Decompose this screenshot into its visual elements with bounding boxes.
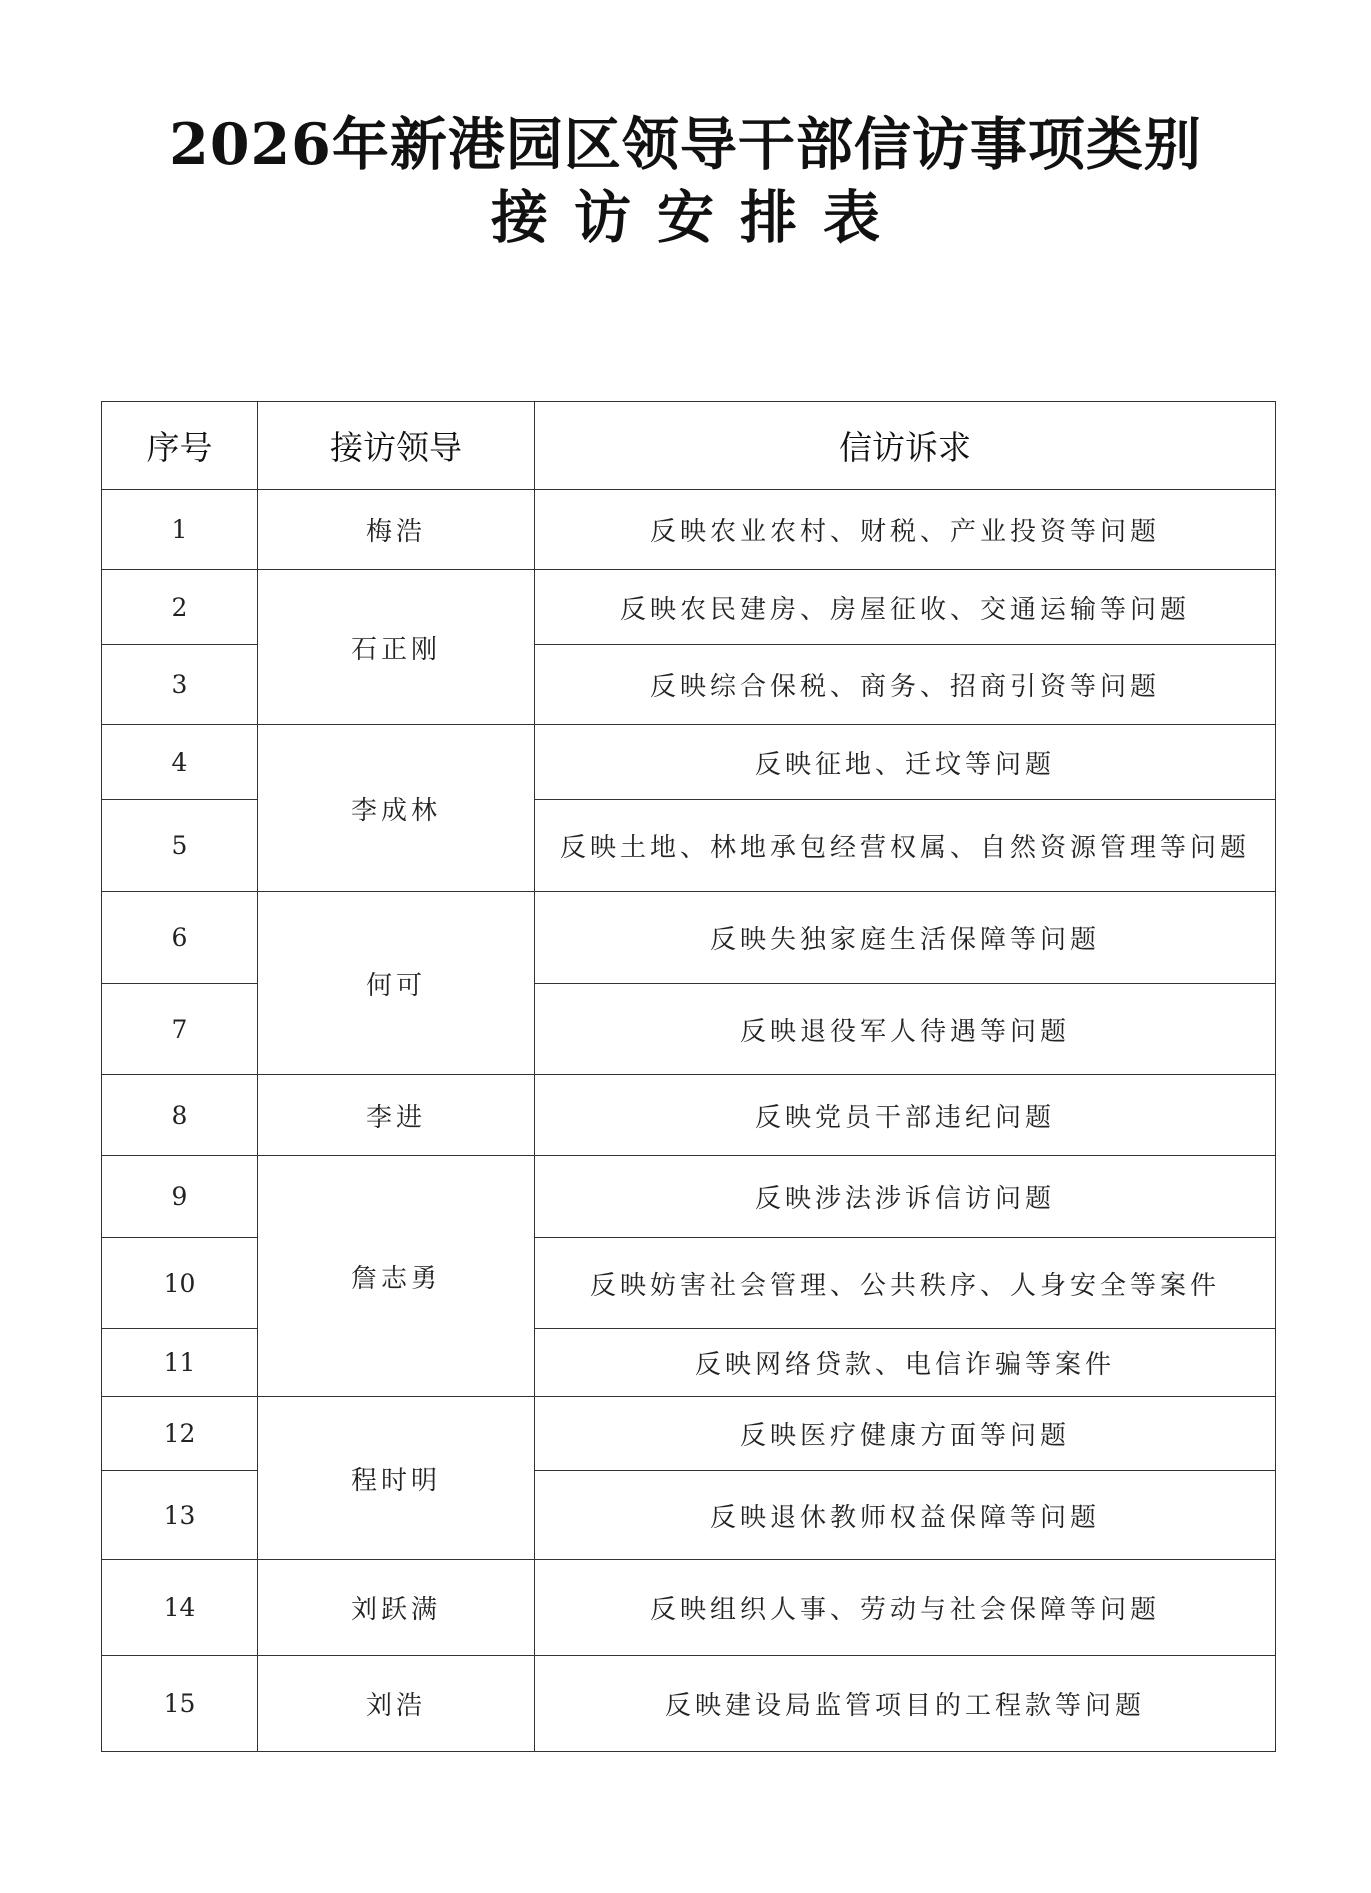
table-row [102,892,1276,984]
table-row [102,725,1276,800]
leader-name: 石正刚 [258,570,535,725]
row-number: 5 [102,800,258,892]
row-number: 10 [102,1238,258,1329]
row-number: 3 [102,645,258,725]
leader-name: 程时明 [258,1397,535,1560]
leader-name: 何可 [258,892,535,1075]
row-number: 15 [102,1656,258,1752]
row-number: 14 [102,1560,258,1656]
petition-issue: 反映组织人事、劳动与社会保障等问题 [535,1560,1276,1656]
page-title: 2026年新港园区领导干部信访事项类别 [169,111,1202,178]
row-number: 9 [102,1156,258,1238]
petition-issue: 反映综合保税、商务、招商引资等问题 [535,645,1276,725]
petition-issue: 反映涉法涉诉信访问题 [535,1156,1276,1238]
petition-issue: 反映医疗健康方面等问题 [535,1397,1276,1471]
petition-issue: 反映退休教师权益保障等问题 [535,1471,1276,1560]
petition-issue: 反映失独家庭生活保障等问题 [535,892,1276,984]
row-number: 8 [102,1075,258,1156]
petition-issue: 反映土地、林地承包经营权属、自然资源管理等问题 [535,800,1276,892]
petition-issue: 反映建设局监管项目的工程款等问题 [535,1656,1276,1752]
row-number: 2 [102,570,258,645]
table-row [102,1156,1276,1238]
leader-name: 梅浩 [258,490,535,570]
petition-issue: 反映农民建房、房屋征收、交通运输等问题 [535,570,1276,645]
petition-issue: 反映妨害社会管理、公共秩序、人身安全等案件 [535,1238,1276,1329]
reception-schedule-table [101,401,1276,1752]
row-number: 1 [102,490,258,570]
table-row [102,1075,1276,1156]
row-number: 7 [102,984,258,1075]
header-serial-number: 序号 [102,402,258,490]
row-number: 6 [102,892,258,984]
row-number: 13 [102,1471,258,1560]
table-row [102,1656,1276,1752]
row-number: 11 [102,1329,258,1397]
table-row [102,570,1276,645]
table-row [102,1560,1276,1656]
petition-issue: 反映党员干部违纪问题 [535,1075,1276,1156]
table-row [102,490,1276,570]
leader-name: 刘浩 [258,1656,535,1752]
table-row [102,1397,1276,1471]
table-header-row [102,402,1276,490]
row-number: 4 [102,725,258,800]
petition-issue: 反映网络贷款、电信诈骗等案件 [535,1329,1276,1397]
leader-name: 李成林 [258,725,535,892]
row-number: 12 [102,1397,258,1471]
header-reception-leader: 接访领导 [258,402,535,490]
header-petition-matter: 信访诉求 [535,402,1276,490]
page-subtitle: 接访安排表 [491,184,906,251]
leader-name: 詹志勇 [258,1156,535,1397]
petition-issue: 反映退役军人待遇等问题 [535,984,1276,1075]
leader-name: 李进 [258,1075,535,1156]
petition-issue: 反映征地、迁坟等问题 [535,725,1276,800]
leader-name: 刘跃满 [258,1560,535,1656]
petition-issue: 反映农业农村、财税、产业投资等问题 [535,490,1276,570]
